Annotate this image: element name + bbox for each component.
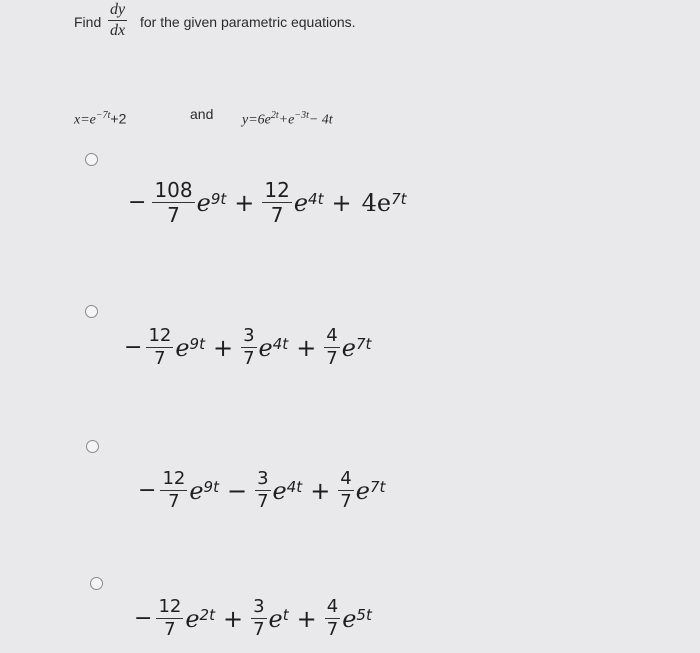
option-2-radio[interactable] xyxy=(85,305,98,318)
option-1-frac-1: $\frac{108}{7}$ xyxy=(154,178,193,227)
option-4-expression[interactable]: − $\frac{12}{7}$ e $^{2t}$ + $\frac{3}{7}$ e $^t$ + $\frac{4}{7}$ e $^{5t}$ xyxy=(134,596,372,640)
option-3-expression[interactable]: − $\frac{12}{7}$ e $^{9t}$ − $\frac{3}{7}$ e $^{4t}$ + $\frac{4}{7}$ e $^{7t}$ xyxy=(138,468,386,512)
option-4-frac-3: $\frac{4}{7}$ xyxy=(326,596,339,640)
and-label: and xyxy=(190,106,214,122)
dx-denominator: dx xyxy=(110,22,126,39)
option-4-frac-2: $\frac{3}{7}$ xyxy=(253,596,265,640)
y-equation: $y=6e^{2t}+e^{-3t}- 4t$ xyxy=(242,110,333,128)
dy-dx-fraction xyxy=(108,2,127,39)
option-1-expression[interactable]: − $\frac{108}{7}$ e $^{9t}$ + $\frac{12}{7}$ e $^{4t}$ + 4e $^{7t}$ xyxy=(128,178,407,227)
option-1-sign: − xyxy=(128,190,147,215)
option-4-frac-1: $\frac{12}{7}$ xyxy=(158,596,182,640)
option-1-radio[interactable] xyxy=(85,153,98,166)
option-2-frac-3: $\frac{4}{7}$ xyxy=(326,325,338,369)
x-equation: $x=e^{-7t}+2$ xyxy=(74,110,127,128)
option-3-frac-3: $\frac{4}{7}$ xyxy=(340,468,352,512)
option-2-frac-1: $\frac{12}{7}$ xyxy=(148,325,172,369)
dy-numerator: dy xyxy=(110,1,126,18)
option-4-radio[interactable] xyxy=(90,577,103,590)
option-2-frac-2: $\frac{3}{7}$ xyxy=(243,325,255,369)
option-3-frac-2: $\frac{3}{7}$ xyxy=(257,468,269,512)
option-3-radio[interactable] xyxy=(86,440,99,453)
option-2-expression[interactable]: − $\frac{12}{7}$ e $^{9t}$ + $\frac{3}{7}$ e $^{4t}$ + $\frac{4}{7}$ e $^{7t}$ xyxy=(124,325,372,369)
question-find-label: Find xyxy=(74,14,102,30)
question-text: for the given parametric equations. xyxy=(140,14,356,30)
option-1-frac-2: $\frac{12}{7}$ xyxy=(264,178,290,227)
option-3-frac-1: $\frac{12}{7}$ xyxy=(162,468,186,512)
